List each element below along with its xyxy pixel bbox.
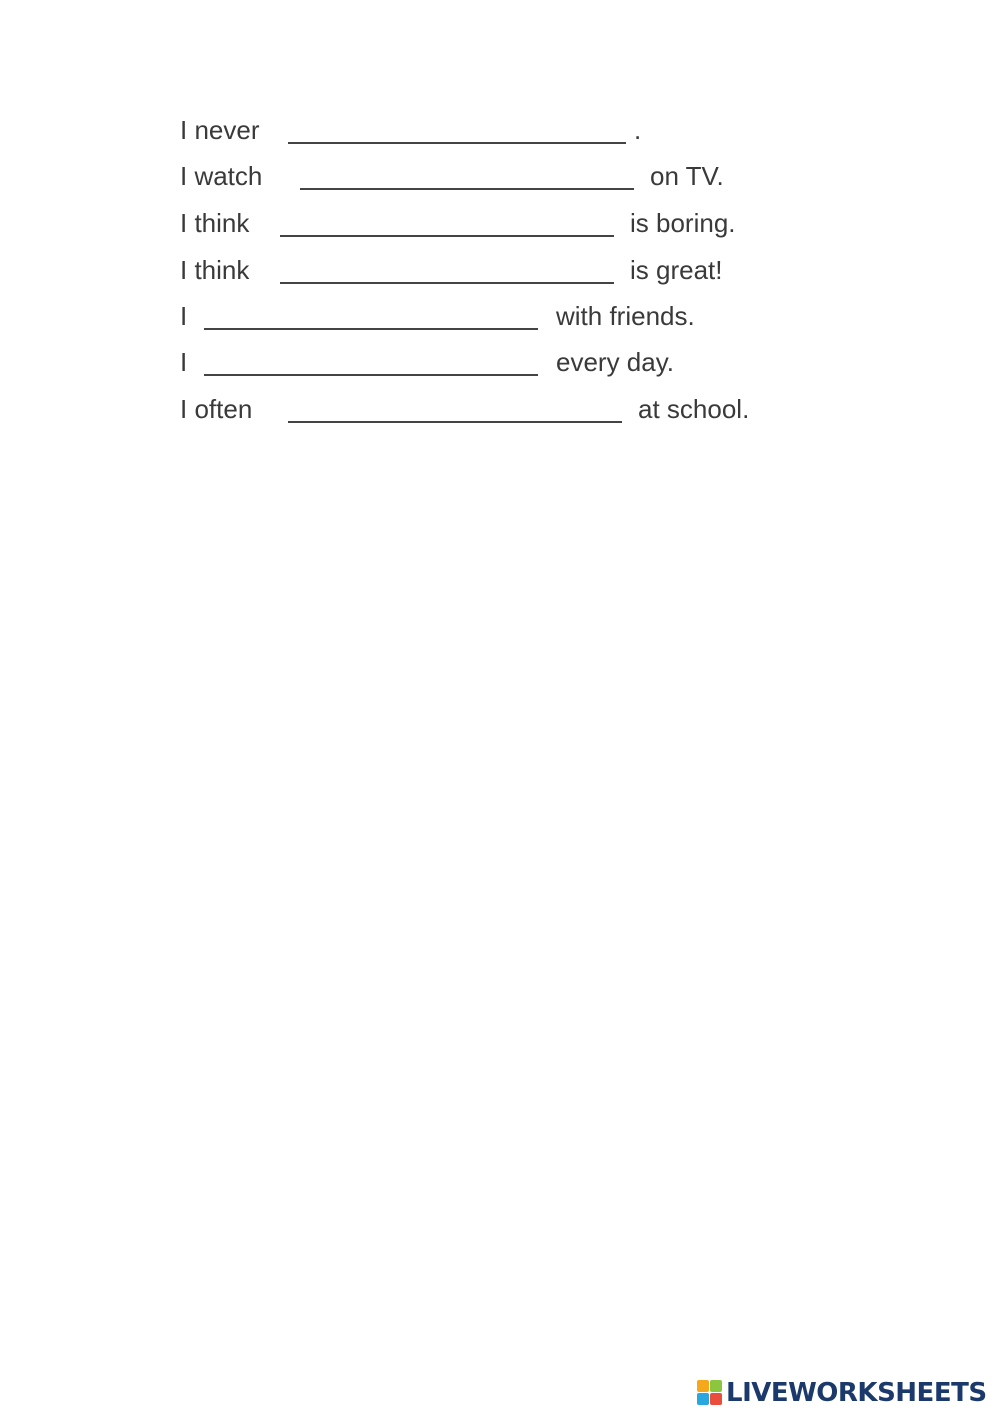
sentence-row xyxy=(0,342,1000,382)
sentence-suffix: with friends. xyxy=(556,301,695,331)
liveworksheets-logo xyxy=(697,1376,987,1410)
sentence-row xyxy=(0,389,1000,429)
liveworksheets-logo-icon xyxy=(697,1380,723,1406)
sentence-prefix: I xyxy=(180,301,188,331)
sentence-suffix: every day. xyxy=(556,347,675,377)
sentence-suffix: is great! xyxy=(630,255,723,285)
sentence-row xyxy=(0,110,1000,150)
sentence-row xyxy=(0,296,1000,336)
answer-blank[interactable] xyxy=(280,213,614,237)
answer-blank[interactable] xyxy=(288,399,622,423)
sentence-suffix: is boring. xyxy=(630,208,736,238)
sentence-suffix: at school. xyxy=(638,394,750,424)
answer-blank[interactable] xyxy=(204,306,538,330)
sentence-prefix: I think xyxy=(180,255,250,285)
sentence-prefix: I think xyxy=(180,208,250,238)
logo-text: LIVEWORKSHEETS xyxy=(726,1378,987,1408)
sentence-row xyxy=(0,203,1000,243)
sentence-row xyxy=(0,250,1000,290)
sentence-row xyxy=(0,156,1000,196)
answer-blank[interactable] xyxy=(300,166,634,190)
sentence-prefix: I often xyxy=(180,394,253,424)
sentence-prefix: I never xyxy=(180,115,260,145)
sentence-prefix: I xyxy=(180,347,188,377)
sentence-suffix: . xyxy=(634,115,642,145)
sentence-suffix: on TV. xyxy=(650,161,724,191)
answer-blank[interactable] xyxy=(204,352,538,376)
answer-blank[interactable] xyxy=(288,120,626,144)
answer-blank[interactable] xyxy=(280,260,614,284)
sentence-prefix: I watch xyxy=(180,161,263,191)
